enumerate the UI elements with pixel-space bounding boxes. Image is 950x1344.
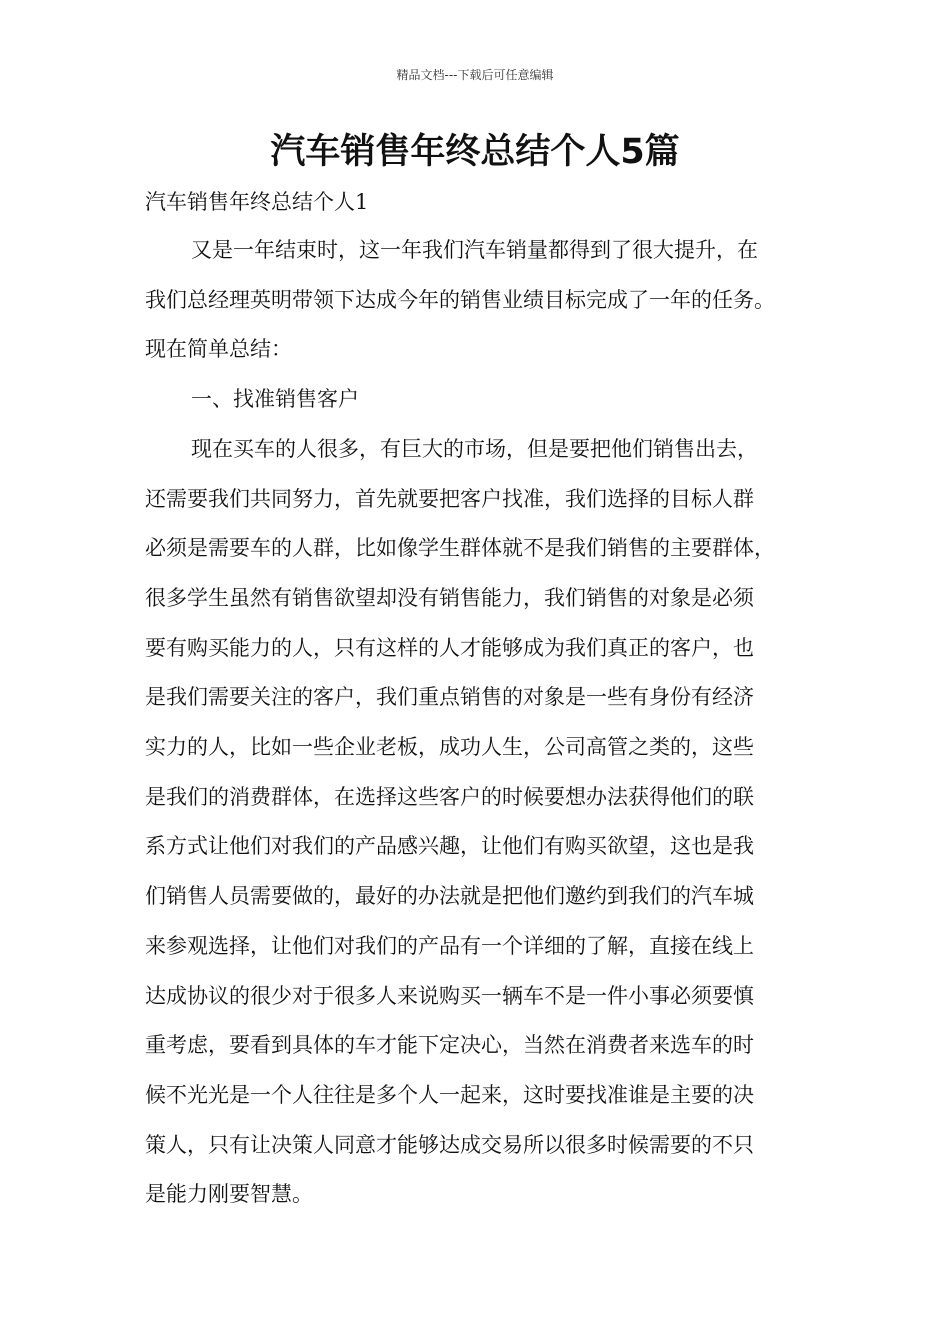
paragraph-customers <box>145 425 820 1220</box>
text-line: 必须是需要车的人群，比如像学生群体就不是我们销售的主要群体， <box>145 536 775 561</box>
text-line: 是我们的消费群体，在选择这些客户的时候要想办法获得他们的联 <box>145 784 754 809</box>
document-body <box>145 226 820 1220</box>
text-line: 候不光光是一个人往往是多个人一起来，这时要找准谁是主要的决 <box>145 1082 754 1107</box>
text-line: 很多学生虽然有销售欲望却没有销售能力，我们销售的对象是必须 <box>145 585 754 610</box>
text-line: 是我们需要关注的客户，我们重点销售的对象是一些有身份有经济 <box>145 685 754 710</box>
paragraph-intro <box>145 226 820 375</box>
section-heading-text: 一、找准销售客户 <box>191 387 359 412</box>
text-line: 策人，只有让决策人同意才能够达成交易所以很多时候需要的不只 <box>145 1132 754 1157</box>
text-line: 还需要我们共同努力，首先就要把客户找准，我们选择的目标人群 <box>145 486 754 511</box>
text-line: 是能力刚要智慧。 <box>145 1182 313 1207</box>
text-line: 来参观选择，让他们对我们的产品有一个详细的了解，直接在线上 <box>145 933 754 958</box>
text-line: 现在简单总结： <box>145 337 292 362</box>
section-heading <box>145 375 820 425</box>
document-title: 汽车销售年终总结个人5篇 <box>270 132 680 172</box>
page-header: 精品文档---下载后可任意编辑 <box>396 68 554 82</box>
text-line: 系方式让他们对我们的产品感兴趣，让他们有购买欲望，这也是我 <box>145 834 754 859</box>
text-line: 现在买车的人很多，有巨大的市场，但是要把他们销售出去， <box>191 436 758 461</box>
text-line: 实力的人，比如一些企业老板，成功人生，公司高管之类的，这些 <box>145 735 754 760</box>
document-subtitle: 汽车销售年终总结个人1 <box>145 190 369 214</box>
text-line: 要有购买能力的人，只有这样的人才能够成为我们真正的客户，也 <box>145 635 754 660</box>
text-line: 我们总经理英明带领下达成今年的销售业绩目标完成了一年的任务。 <box>145 287 775 312</box>
text-line: 又是一年结束时，这一年我们汽车销量都得到了很大提升，在 <box>191 238 758 262</box>
text-line: 重考虑，要看到具体的车才能下定决心，当然在消费者来选车的时 <box>145 1033 754 1058</box>
text-line: 们销售人员需要做的，最好的办法就是把他们邀约到我们的汽车城 <box>145 884 754 909</box>
text-line: 达成协议的很少对于很多人来说购买一辆车不是一件小事必须要慎 <box>145 983 754 1008</box>
